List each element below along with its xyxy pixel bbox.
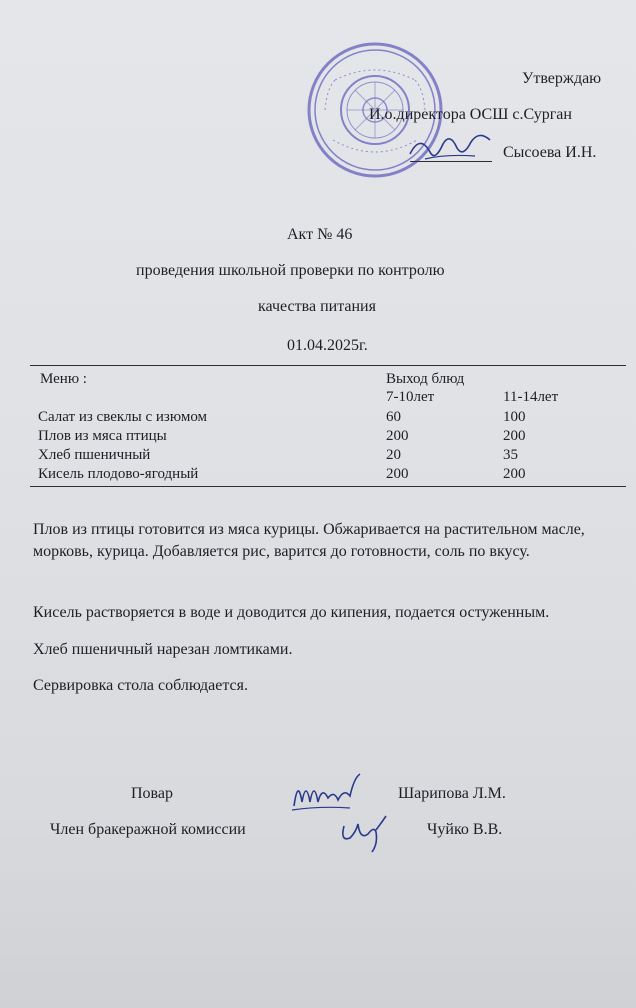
approver-position: И.о.директора ОСШ с.Сурган xyxy=(369,106,572,123)
age-group-1: 7-10лет xyxy=(386,389,435,405)
member-name: Чуйко В.В. xyxy=(427,821,503,838)
menu-item-value-7-10: 20 xyxy=(386,447,401,463)
menu-item-value-7-10: 200 xyxy=(386,466,409,482)
menu-item-value-11-14: 200 xyxy=(503,466,526,482)
menu-header: Меню : xyxy=(40,371,87,387)
menu-item-value-7-10: 200 xyxy=(386,428,409,444)
menu-item-name: Салат из свеклы с изюмом xyxy=(38,409,208,425)
menu-item-name: Плов из мяса птицы xyxy=(38,428,167,444)
director-signature xyxy=(405,124,495,169)
menu-item-name: Хлеб пшеничный xyxy=(38,447,151,463)
approver-name: Сысоева И.Н. xyxy=(503,144,597,161)
menu-item-value-7-10: 60 xyxy=(386,409,401,425)
menu-item-value-11-14: 35 xyxy=(503,447,518,463)
note-paragraph: Плов из птицы готовится из мяса курицы. Обжаривается на растительном масле, морковь, курица. Добавляется рис, варится до готовности, соль по вкусу. xyxy=(33,521,585,560)
act-title-line1: проведения школьной проверки по контролю xyxy=(136,262,445,279)
age-group-2: 11-14лет xyxy=(503,389,559,405)
menu-item-value-11-14: 200 xyxy=(503,428,526,444)
cook-signature xyxy=(290,768,370,816)
note-paragraph: Сервировка стола соблюдается. xyxy=(33,677,248,694)
note-paragraph: Хлеб пшеничный нарезан ломтиками. xyxy=(33,641,293,658)
table-top-rule xyxy=(30,365,626,366)
act-number: Акт № 46 xyxy=(287,226,353,243)
table-bottom-rule xyxy=(30,486,626,487)
note-paragraph: Кисель растворяется в воде и доводится до кипения, подается остуженным. xyxy=(33,604,550,621)
act-date: 01.04.2025г. xyxy=(287,337,368,354)
menu-item-value-11-14: 100 xyxy=(503,409,526,425)
act-title-line2: качества питания xyxy=(258,298,376,315)
cook-role: Повар xyxy=(131,785,173,802)
output-header: Выход блюд xyxy=(386,371,465,387)
approve-label: Утверждаю xyxy=(522,70,602,87)
member-signature xyxy=(338,812,390,856)
cook-name: Шарипова Л.М. xyxy=(398,785,506,802)
menu-item-name: Кисель плодово-ягодный xyxy=(38,466,199,482)
member-role: Член бракеражной комиссии xyxy=(50,821,246,838)
